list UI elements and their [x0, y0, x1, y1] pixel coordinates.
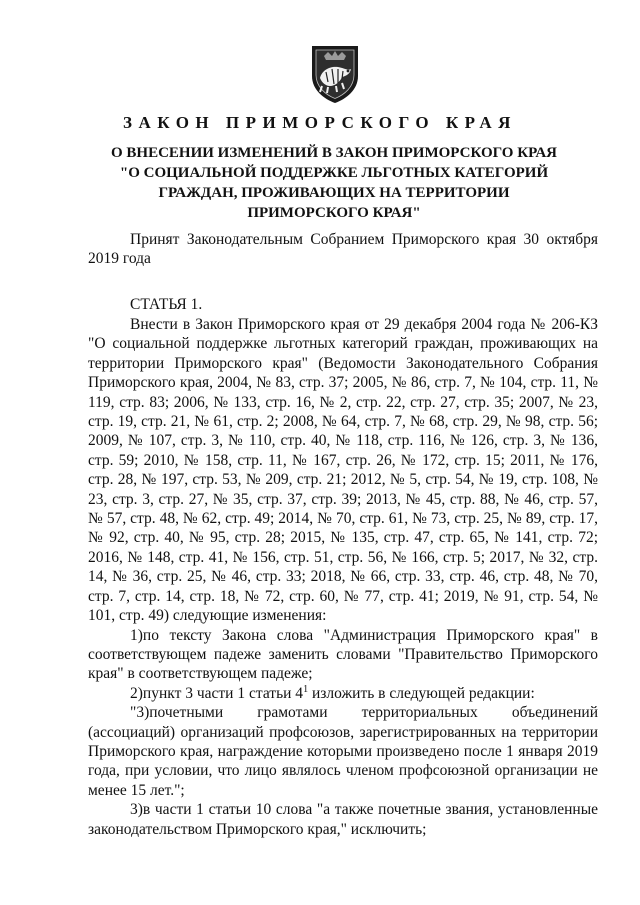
intro-paragraph: Внести в Закон Приморского края от 29 декабря 2004 года № 206-КЗ "О социальной поддержке льготных категорий граждан, проживающих на территории Приморского края" (Ведомости Законодательного Собрания Приморского края, 2004, № 83, стр. 37; 2005, № 86, стр. 7, № 104, стр. 11, № 119, стр. 83; 2006, № 133, стр. 16, № 2, стр. 22, стр. 27, стр. 35; 2007, № 23, стр. 19, стр. 21, № 61, стр. 2; 2008, № 64, стр. 7, № 68, стр. 29, № 98, стр. 56; 2009, № 107, стр. 3, № 110, стр. 40, № 118, стр. 116, № 126, стр. 3, № 136, стр. 59; 2010, № 158, стр. 11, № 167, стр. 26, № 172, стр. 15; 2011, № 176, стр. 28, № 197, стр. 53, № 209, стр. 21; 2012, № 5, стр. 54, № 19, стр. 108, № 23, стр. 3, стр. 27, № 35, стр. 37, стр. 39; 2013, № 45, стр. 88, № 46, стр. 57, № 57, стр. 48, № 62, стр. 49; 2014, № 70, стр. 61, № 73, стр. 25, № 89, стр. 17, № 92, стр. 40, № 95, стр. 28; 2015, № 135, стр. 47, стр. 65, № 141, стр. 72; 2016, № 148, стр. 41, № 156, стр. 51, стр. 56, № 166, стр. 5; 2017, № 32, стр. 14, № 36, стр. 25, № 46, стр. 33; 2018, № 66, стр. 33, стр. 46, стр. 48, № 70, стр. 7, стр. 14, стр. 18, № 72, стр. 60, № 77, стр. 41; 2019, № 91, стр. 54, № 101, стр. 49) следующие изменения:: [88, 316, 598, 625]
item2-text-end: изложить в следующей редакции:: [308, 684, 535, 702]
amendment-item-1: 1)по тексту Закона слова "Администрация Приморского края" в соответствующем падеже заменить словами "Правительство Приморского края" в соответствующем падеже;: [88, 626, 598, 683]
subtitle-line: О ВНЕСЕНИИ ИЗМЕНЕНИЙ В ЗАКОН ПРИМОРСКОГО КРАЯ: [111, 145, 557, 161]
law-subtitle: [96, 143, 572, 223]
item2-superscript: 1: [303, 683, 309, 695]
amendment-item-3: 3)в части 1 статьи 10 слова "а также почетные звания, установленные законодательством Приморского края," исключить;: [88, 801, 598, 838]
law-title: ЗАКОН ПРИМОРСКОГО КРАЯ: [123, 113, 517, 132]
subtitle-line: ГРАЖДАН, ПРОЖИВАЮЩИХ НА ТЕРРИТОРИИ: [158, 185, 510, 201]
subtitle-line: ПРИМОРСКОГО КРАЯ": [247, 205, 421, 221]
article-body: [88, 315, 598, 839]
article-heading: СТАТЬЯ 1.: [130, 296, 203, 313]
amendment-item-2: [88, 684, 598, 703]
adoption-text: Принят Законодательным Собранием Приморского края 30 октября 2019 года: [88, 231, 598, 268]
adoption-note: [88, 230, 598, 269]
amendment-item-2-quote: "3)почетными грамотами территориальных объединений (ассоциаций) организаций профсоюзов, зарегистрированных на территории Приморского края, награждение которыми произведено после 1 января 2019 года, при условии, что лицо являлось членом профсоюзной организации не менее 15 лет.";: [88, 704, 598, 799]
subtitle-line: "О СОЦИАЛЬНОЙ ПОДДЕРЖКЕ ЛЬГОТНЫХ КАТЕГОРИЙ: [119, 165, 549, 181]
item2-text-start: 2)пункт 3 части 1 статьи 4: [130, 684, 304, 702]
primorsky-krai-coat-of-arms-icon: [306, 42, 364, 104]
